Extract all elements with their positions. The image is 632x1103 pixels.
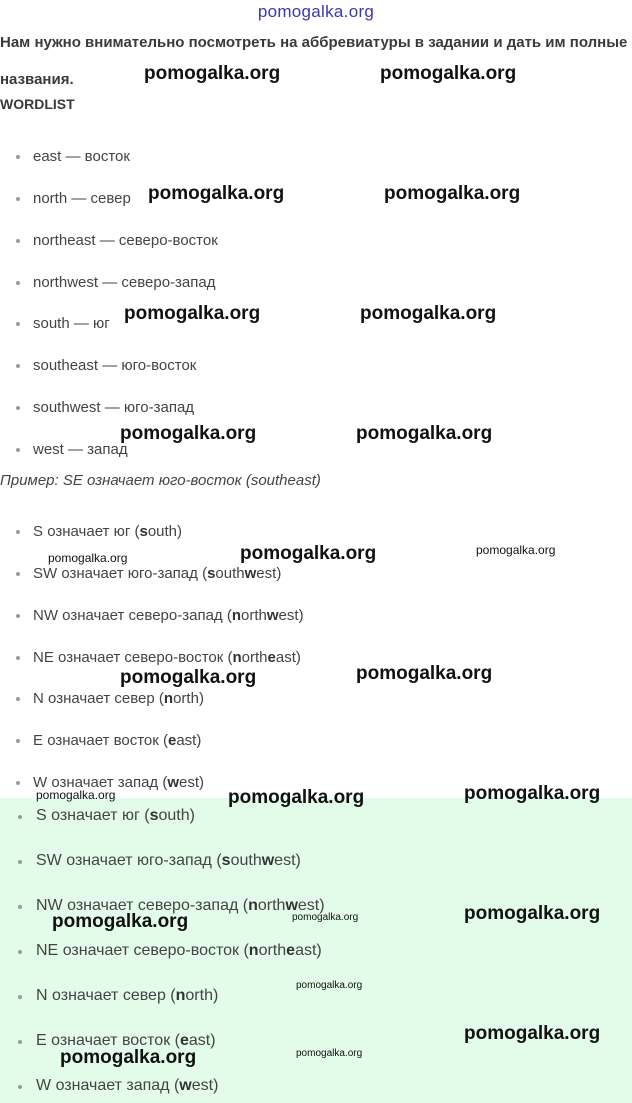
answer-text: N означает север (north)	[33, 690, 204, 707]
answer-mid: orth	[185, 987, 213, 1004]
answer-abbr: N	[36, 987, 48, 1004]
answer-text: означает юг	[47, 523, 131, 540]
answer-mid: ast	[188, 1032, 211, 1049]
answer-bold: s	[139, 523, 148, 540]
watermark: pomogalka.org	[52, 911, 189, 932]
answer-text: NW означает северо-запад (northwest)	[36, 897, 325, 914]
watermark: pomogalka.org	[36, 788, 116, 802]
watermark: pomogalka.org	[356, 663, 493, 684]
answer-bold2: e	[267, 649, 276, 666]
answer-abbr: W	[33, 774, 48, 791]
bullet-icon	[16, 656, 20, 660]
answer-text: S означает юг (south)	[36, 807, 195, 824]
answer-text: означает восток	[51, 1032, 171, 1049]
answer-mid: est	[191, 1077, 214, 1094]
bullet-icon	[16, 530, 20, 534]
bullet-icon	[18, 815, 22, 819]
answer-text: W означает запад (west)	[33, 774, 205, 791]
wordlist-entry: northeast — северо-восток	[33, 232, 218, 249]
answer-text: означает северо-запад	[67, 897, 239, 914]
answer-abbr: SW	[36, 852, 62, 869]
answer-post: ast	[275, 649, 296, 666]
watermark: pomogalka.org	[292, 912, 359, 923]
answer-mid: outh	[230, 852, 262, 869]
answer-bold2: w	[285, 897, 298, 914]
bullet-icon	[16, 322, 20, 326]
bullet-icon	[16, 239, 20, 243]
bullet-icon	[16, 781, 20, 785]
watermark: pomogalka.org	[48, 551, 128, 565]
answer-abbr: NE	[36, 942, 59, 959]
answer-text: означает северо-запад	[62, 607, 223, 624]
answer-mid: outh	[158, 807, 190, 824]
answer-text: SW означает юго-запад (southwest)	[33, 565, 282, 582]
wordlist-entry: east — восток	[33, 148, 130, 165]
answer-mid: orth	[258, 942, 287, 959]
answer-text: E означает восток (east)	[36, 1032, 216, 1049]
answer-mid: outh	[147, 523, 178, 540]
answer-abbr: E	[33, 732, 44, 749]
answer-mid: ast	[176, 732, 197, 749]
answer-mid: orth	[241, 649, 268, 666]
answer-text: означает север	[52, 987, 166, 1004]
answer-post: est	[256, 565, 277, 582]
bullet-icon	[16, 364, 20, 368]
answer-text: W означает запад (west)	[36, 1077, 219, 1094]
wordlist-entry: southwest — юго-запад	[33, 399, 195, 416]
answer-bold: w	[167, 774, 180, 791]
bullet-icon	[18, 995, 22, 999]
watermark: pomogalka.org	[384, 183, 521, 204]
wordlist-entry: west — запад	[33, 441, 128, 458]
bullet-icon	[16, 739, 20, 743]
answer-abbr: N	[33, 690, 44, 707]
watermark: pomogalka.org	[124, 303, 261, 324]
bullet-icon	[16, 155, 20, 159]
answer-mid: est	[179, 774, 200, 791]
answer-post: ast	[295, 942, 317, 959]
watermark: pomogalka.org	[60, 1047, 197, 1068]
watermark: pomogalka.org	[380, 63, 517, 84]
answer-text: означает юго-запад	[61, 565, 198, 582]
answer-bold2: w	[266, 607, 279, 624]
watermark: pomogalka.org	[148, 183, 285, 204]
wordlist-entry: south — юг	[33, 315, 110, 332]
watermark: pomogalka.org	[296, 980, 363, 991]
answer-mid: outh	[215, 565, 245, 582]
answer-abbr: E	[36, 1032, 47, 1049]
answer-bold: w	[179, 1077, 192, 1094]
answer-text: означает юг	[51, 807, 140, 824]
answer-text: NW означает северо-запад (northwest)	[33, 607, 304, 624]
watermark: pomogalka.org	[144, 63, 281, 84]
watermark: pomogalka.org	[296, 1048, 363, 1059]
wordlist-heading: WORDLIST	[0, 96, 75, 112]
site-header-link[interactable]: pomogalka.org	[257, 2, 375, 21]
bullet-icon	[16, 406, 20, 410]
answer-bold: n	[232, 649, 242, 666]
watermark: pomogalka.org	[240, 543, 377, 564]
bullet-icon	[16, 572, 20, 576]
answer-text: S означает юг (south)	[33, 523, 183, 540]
wordlist-entry: north — север	[33, 190, 131, 207]
answer-text: означает восток	[47, 732, 159, 749]
watermark: pomogalka.org	[464, 903, 601, 924]
watermark: pomogalka.org	[360, 303, 497, 324]
answer-text: означает север	[48, 690, 155, 707]
answer-text: NE означает северо-восток (northeast)	[36, 942, 322, 959]
answer-bold: n	[163, 690, 174, 707]
bullet-icon	[16, 281, 20, 285]
bullet-icon	[16, 197, 20, 201]
answer-bold2: e	[286, 942, 296, 959]
intro-paragraph: Нам нужно внимательно посмотреть на аббревиатуры в задании и дать им полные названия.	[0, 34, 628, 88]
bullet-icon	[18, 1040, 22, 1044]
bullet-icon	[18, 905, 22, 909]
bullet-icon	[16, 697, 20, 701]
answer-text: означает юго-запад	[66, 852, 212, 869]
answer-abbr: S	[33, 523, 44, 540]
watermark: pomogalka.org	[120, 423, 257, 444]
watermark: pomogalka.org	[476, 543, 556, 557]
answer-bold: s	[221, 852, 231, 869]
answer-mid: orth	[257, 897, 286, 914]
bullet-icon	[16, 448, 20, 452]
watermark: pomogalka.org	[120, 667, 257, 688]
answer-bold2: w	[261, 852, 275, 869]
watermark: pomogalka.org	[228, 787, 365, 808]
answer-bold: n	[248, 897, 258, 914]
answer-post: est	[274, 852, 296, 869]
bullet-icon	[18, 1085, 22, 1089]
bullet-icon	[16, 614, 20, 618]
answer-bold: s	[149, 807, 159, 824]
example-line: Пример: SE означает юго-восток (southeast)	[0, 472, 321, 489]
answer-bold: e	[179, 1032, 189, 1049]
answer-text: E означает восток (east)	[33, 732, 202, 749]
answer-post: est	[278, 607, 299, 624]
answer-text: SW означает юго-запад (southwest)	[36, 852, 301, 869]
answer-abbr: W	[36, 1077, 52, 1094]
answer-text: означает запад	[51, 774, 159, 791]
answer-bold: s	[207, 565, 216, 582]
answer-abbr: NW	[33, 607, 58, 624]
answer-abbr: SW	[33, 565, 58, 582]
bullet-icon	[18, 860, 22, 864]
answer-abbr: S	[36, 807, 47, 824]
wordlist-entry: southeast — юго-восток	[33, 357, 197, 374]
bullet-icon	[18, 950, 22, 954]
answer-text: означает северо-восток	[62, 942, 240, 959]
answer-bold: n	[248, 942, 259, 959]
watermark: pomogalka.org	[356, 423, 493, 444]
answer-text: означает северо-восток	[58, 649, 224, 666]
answer-text: означает запад	[55, 1077, 170, 1094]
answer-post: est	[297, 897, 320, 914]
answer-bold2: w	[244, 565, 257, 582]
answer-text: NE означает северо-восток (northeast)	[33, 649, 301, 666]
watermark: pomogalka.org	[464, 783, 601, 804]
answer-bold: n	[175, 987, 186, 1004]
answer-text: N означает север (north)	[36, 987, 219, 1004]
answer-mid: orth	[173, 690, 199, 707]
watermark: pomogalka.org	[464, 1023, 601, 1044]
answer-bold: e	[168, 732, 177, 749]
answer-abbr: NE	[33, 649, 54, 666]
answer-mid: orth	[241, 607, 267, 624]
answer-bold: n	[231, 607, 242, 624]
wordlist-entry: northwest — северо-запад	[33, 274, 216, 291]
answer-abbr: NW	[36, 897, 63, 914]
